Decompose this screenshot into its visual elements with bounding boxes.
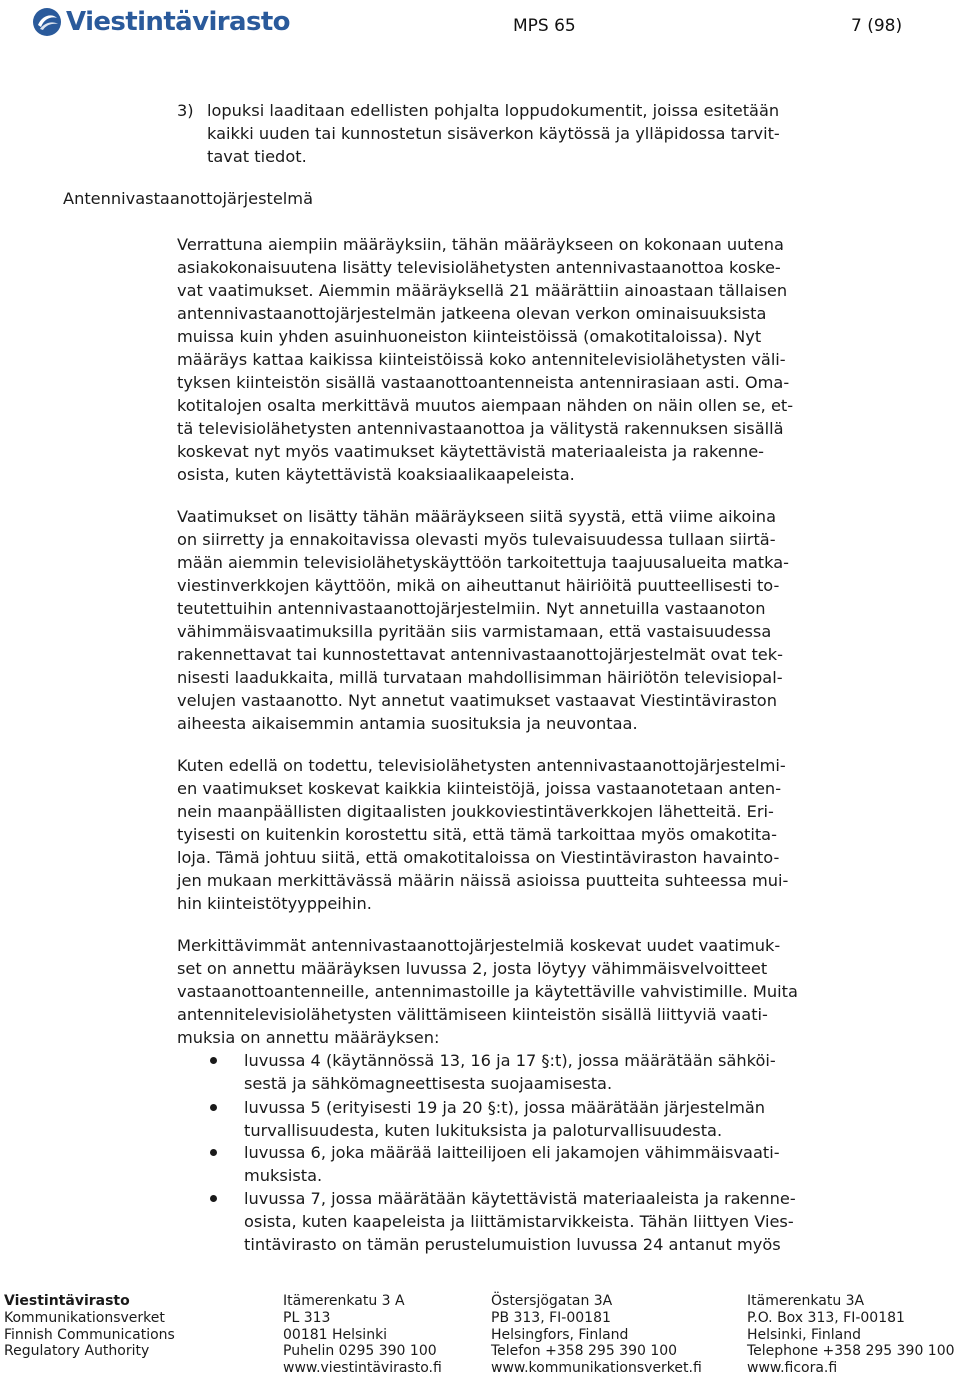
footer-line: Puhelin 0295 390 100 [283,1343,437,1360]
footer-line: Finnish Communications [4,1326,175,1343]
text-line: nisesti laadukkaita, millä turvataan mahdollisimman häiriötön televisiopal- [177,668,783,687]
footer-line: Östersjögatan 3A [491,1293,613,1309]
text-line: osista, kuten käytettävistä koaksiaalikaapeleista. [177,465,575,484]
text-line: luvussa 5 (erityisesti 19 ja 20 §:t), jossa määrätään järjestelmän [244,1098,766,1117]
footer-line: 00181 Helsinki [283,1326,388,1343]
footer-line: Telephone +358 295 390 100 [747,1343,955,1360]
text-line: muksia on annettu määräyksen: [177,1028,440,1047]
footer-organization [4,1293,175,1360]
footer-line: Itämerenkatu 3 A [283,1293,405,1309]
text-line: rakennettavat tai kunnostettavat antennivastaanottojärjestelmät ovat tek- [177,645,783,664]
text-line: osista, kuten kaapeleista ja liittämistarvikkeista. Tähän liittyen Vies- [244,1212,794,1231]
text-line: Verrattuna aiempiin määräyksiin, tähän määräykseen on kokonaan uutena [177,235,784,254]
text-line: vastaanottoantenneille, antennimastoille ja käytettäville vahvistimille. Muita [177,982,798,1001]
text-line: Merkittävimmät antennivastaanottojärjestelmiä koskevat uudet vaatimuk- [177,936,781,955]
text-line: set on annettu määräyksen luvussa 2, josta löytyy vähimmäisvelvoitteet [177,959,768,978]
text-line: sestä ja sähkömagneettisesta suojaamisesta. [244,1074,613,1093]
paragraph-1 [177,233,897,486]
section-heading: Antennivastaanottojärjestelmä [63,189,313,208]
paragraph-2 [177,505,897,735]
text-line: kotitalojen osalta merkittävä muutos aiempaan nähden on näin ollen se, et- [177,396,794,415]
footer-address-en [747,1293,955,1377]
text-line: tä televisiolähetysten antennivastaanottoa ja välitystä rakennuksen sisällä [177,419,784,438]
text-line: määräys kattaa kaikissa kiinteistöissä koko antennitelevisiolähetysten väli- [177,350,786,369]
footer-link[interactable]: www.kommunikationsverket.fi [491,1360,702,1377]
footer-line: P.O. Box 313, FI-00181 [747,1309,905,1326]
text-line: turvallisuudesta, kuten lukituksista ja paloturvallisuudesta. [244,1121,723,1140]
page-header [0,0,960,50]
footer-line: Kommunikationsverket [4,1309,165,1326]
page-number: 7 (98) [851,16,903,36]
footer-line: Viestintävirasto [4,1293,130,1309]
page-footer [0,1293,960,1379]
bullet-text [244,1049,776,1095]
text-line: nein maanpäällisten digitaalisten joukkoviestintäverkkojen lähetteitä. Eri- [177,802,774,821]
text-line: Vaatimukset on lisätty tähän määräykseen siitä syystä, että viime aikoina [177,507,776,526]
text-line: muksista. [244,1166,323,1185]
text-line: vat vaatimukset. Aiemmin määräyksellä 21 määrättiin ainoastaan tällaisen [177,281,788,300]
paragraph-4 [177,934,897,1049]
text-line: tyisesti on kuitenkin korostettu sitä, että tämä tarkoittaa myös omakotita- [177,825,777,844]
item-text [207,99,780,168]
footer-line: Helsingfors, Finland [491,1326,629,1343]
footer-link[interactable]: www.ficora.fi [747,1360,838,1377]
text-line: on siirretty ja ennakoitavissa olevasti myös tulevaisuudessa tullaan siirtä- [177,530,776,549]
text-line: koskevat nyt myös vaatimukset käytettävistä materiaaleista ja rakenne- [177,442,765,461]
paragraph-3 [177,754,897,915]
text-line: jen mukaan merkittävässä määrin näissä asioissa puutteita suhteessa mui- [177,871,789,890]
document-id: MPS 65 [513,16,576,36]
text-line: tyksen kiinteistön sisällä vastaanottoantenneista antennirasiaan asti. Oma- [177,373,790,392]
text-line: Kuten edellä on todettu, televisiolähetysten antennivastaanottojärjestelmi- [177,756,786,775]
text-line: viestinverkkojen käyttöön, mikä on aiheuttanut häiriöitä puutteellisesti to- [177,576,780,595]
text-line: luvussa 6, joka määrää laitteilijoen eli jakamojen vähimmäisvaati- [244,1143,780,1162]
agency-logo [32,4,290,40]
text-line: loja. Tämä johtuu siitä, että omakotitaloissa on Viestintäviraston havainto- [177,848,780,867]
text-line: velujen vastaanotto. Nyt annetut vaatimukset vastaavat Viestintäviraston [177,691,777,710]
text-line: antennivastaanottojärjestelmän jatkeena olevan verkon ominaisuuksista [177,304,767,323]
logo-swirl-icon [32,7,62,37]
footer-line: Helsinki, Finland [747,1326,862,1343]
footer-line: PL 313 [283,1309,331,1326]
text-line: luvussa 4 (käytännössä 13, 16 ja 17 §:t), jossa määrätään sähköi- [244,1051,776,1070]
text-line: tintävirasto on tämän perustelumuistion luvussa 24 antanut myös [244,1235,781,1254]
text-line: en vaatimukset koskevat kaikkia kiinteistöjä, joissa vastaanotetaan anten- [177,779,782,798]
footer-line: Itämerenkatu 3A [747,1293,865,1309]
text-line: lopuksi laaditaan edellisten pohjalta loppudokumentit, joissa esitetään [207,101,780,120]
text-line: kaikki uuden tai kunnostetun sisäverkon käytössä ja ylläpidossa tarvit- [207,124,780,143]
footer-address-fi [283,1293,442,1377]
text-line: aiheesta aikaisemmin antamia suosituksia ja neuvontaa. [177,714,638,733]
footer-address-sv [491,1293,702,1377]
footer-line: PB 313, FI-00181 [491,1309,611,1326]
text-line: asiakokonaisuutena lisätty televisiolähetysten antennivastaanottoa koske- [177,258,781,277]
text-line: hin kiinteistötyyppeihin. [177,894,372,913]
text-line: teutettuihin antennivastaanottojärjestelmiin. Nyt annetuilla vastaanoton [177,599,766,618]
footer-line: Regulatory Authority [4,1343,150,1360]
logo-wordmark: Viestintävirasto [66,7,290,37]
item-number: 3) [177,101,194,120]
bullet-text [244,1096,765,1142]
text-line: mään aiemmin televisiolähetyskäyttöön tarkoitettuja taajuusalueita matka- [177,553,790,572]
bullet-text [244,1187,796,1256]
footer-link[interactable]: www.viestintävirasto.fi [283,1360,442,1377]
bullet-text [244,1141,780,1187]
text-line: muissa kuin yhden asuinhuoneiston kiinteistöissä (omakotitaloissa). Nyt [177,327,762,346]
text-line: tavat tiedot. [207,147,307,166]
text-line: luvussa 7, jossa määrätään käytettävistä materiaaleista ja rakenne- [244,1189,796,1208]
text-line: vähimmäisvaatimuksilla pyritään siis varmistamaan, että vastaisuudessa [177,622,772,641]
text-line: antennitelevisiolähetysten välittämiseen kiinteistön sisällä liittyviä vaati- [177,1005,768,1024]
footer-line: Telefon +358 295 390 100 [491,1343,678,1360]
